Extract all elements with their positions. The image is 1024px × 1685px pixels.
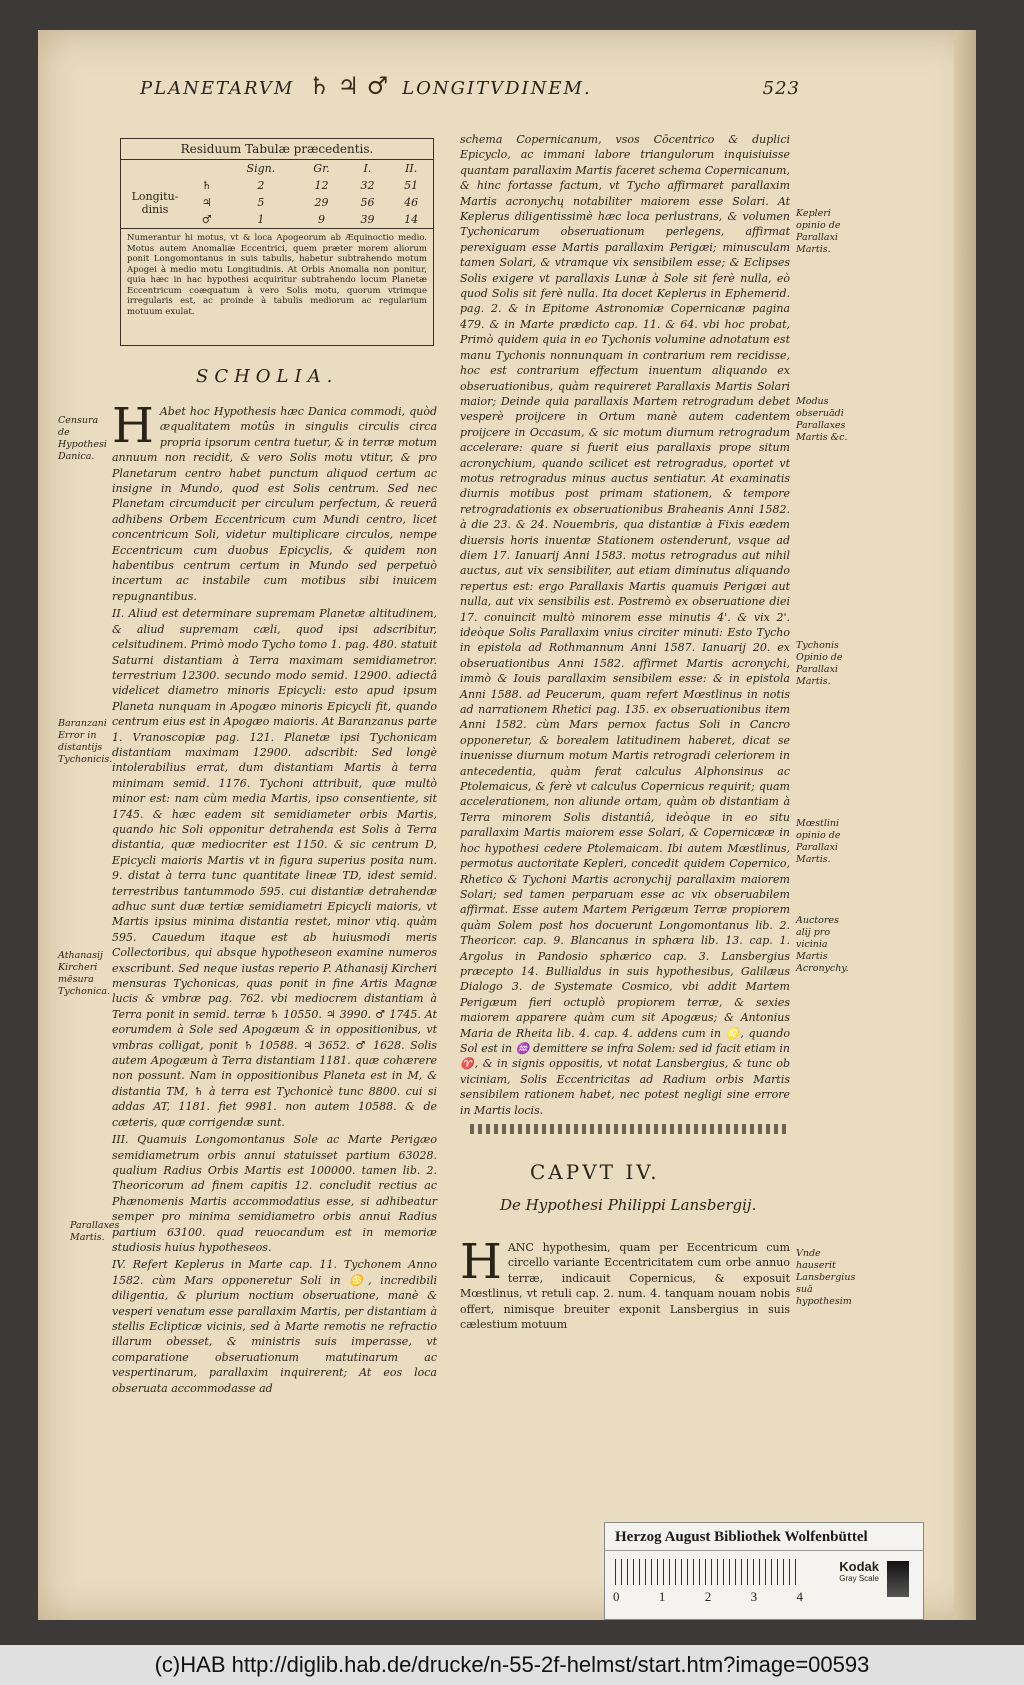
chapter-subtitle: De Hypothesi Philippi Lansbergij. <box>500 1196 757 1214</box>
scale-ruler <box>615 1559 797 1585</box>
table-cell: 39 <box>360 213 375 226</box>
archive-title: Herzog August Bibliothek Wolfenbüttel <box>605 1523 923 1551</box>
running-header <box>140 72 800 100</box>
paragraph <box>460 1234 790 1332</box>
col-header: I. <box>363 162 372 175</box>
table-cell: 12 <box>314 179 329 192</box>
table-cell: 9 <box>317 213 325 226</box>
margin-note: Kepleri opinio de Parallaxi Martis. <box>796 208 841 255</box>
gray-scale-text: Gray Scale <box>839 1574 879 1583</box>
gray-swatch <box>887 1561 909 1597</box>
margin-note: Baranzani Error in distantijs Tychonicis. <box>58 718 113 765</box>
table-cell: 5 <box>257 196 265 209</box>
ruler-tick-label: 4 <box>796 1589 803 1604</box>
residual-table <box>120 138 434 346</box>
header-left: PLANETARVM <box>140 78 295 99</box>
paragraph: II. Aliud est determinare supremam Planetæ altitudinem, & aliud supremam cæli, quod ipsi adscribitur, celsitudinem. Primò modo Tycho tomo 1. pag. 480. statuit Saturni distantiam à Terra maximam semidiametror. terrestrium 12300. secundo modo semid. 12900. adiectâ videlicet diametro minoris Epicycli: esto apud ipsum Planeta nunquam in Apogæo minoris Epicycli fit, quando centrum eius est in Apogæo maioris. At Baranzanus parte 1. Vranoscopiæ pag. 121. Planetæ ipsi Tychonicam distantiam maximam 12900. adscribit: Sed longè intolerabilius errat, dum distantiam Martis à terra minimam semid. 1176. Tychoni attribuit, quæ multò minor est: nam cùm media Martis, ipso consentiente, sit 1745. & hæc eadem sit semidiameter orbis Martis, quando hic Soli opponitur detrahenda est Solis à Terra distantia, quæ mediocriter est 1150. & sic centrum D, Epicycli maioris Martis vt in figura superius posita num. 9. distat à terra tunc quantitate lineæ TD, idest semid. terrestribus tantummodo 595. cui distantiæ detrahendæ adhuc sunt duæ tertiæ semidiametri Epicycli maioris, vt Martis ipsius minima distantia restet, minor vtiq. quàm 595. Cauedum itaque est ab huiusmodi meris Collectoribus, qui absque hypotheseon examine numeros exscribunt. Sed neque iustas reperio P. Athanasij Kircheri mensuras Tychonicas, quas ponit in fine Artis Magnæ lucis & vmbræ pag. 762. vbi mediocrem distantiam à Terra ponit in semid. terræ ♄ 10550. ♃ 3990. ♂ 1745. At eorumdem à Sole sed Apogæum & in oppositionibus, vt vmbras colligat, ponit ♄ 10588. ♃ 3652. ♂ 1628. Solis autem Apogæum à Terra distantiam 1181. quæ cohærere non possunt. Nam in oppositionibus Planeta est in M, & distantia TM, ♄ à terra est Tychonicè tunc 8800. cui si addas AT, 1181. fiet 9981. non autem 10588. & de cæteris, quæ corrigendæ sunt. <box>112 607 437 1129</box>
header-symbols: ♄ ♃ ♂ <box>308 72 389 100</box>
ornament-divider <box>470 1124 790 1134</box>
planet-symbol: ♃ <box>201 196 212 209</box>
page-edge <box>954 30 976 1620</box>
paragraph: schema Copernicanum, vsos Cōcentrico & duplici Epicyclo, ac immani labore triangulorum inquisiuisse quantam parallaxim Martis faceret schema Copernicanum, & hinc fortasse factum, vt Tycho affirmaret parallaxim Martis acronychų notabiliter maiorem esse Solari. At Keplerus diligentissimè hæc loca perlustrans, & volumen Tychonicarum obseruationum perlegens, affirmat perexiguam esse Martis parallaxim Perigæi; minusculam tamen Solari, & vtramque vix sensibilem esse; & Eclipses Solis exigere vt parallaxis Lunæ à Sole sit ferè nulla, eò quod Solis sit ferè nulla. Ita docet Keplerus in Ephemerid. pag. 2. & in Epitome Astronomiæ Copernicanæ pagina 479. & in Marte prædicto cap. 11. & 64. vbi hoc probat, Primò quidem quia in eo Tychonis volumine adnotatum est manu Tychonis nonnunquam in contrarium rem recidisse, hoc est contrarium effectum inuentum aliquando ex obseruationibus, quàm requireret Parallaxis Martis Solari maior; Deinde quia parallaxis Martem retrogradum debet vesperè proijcere in Ortum manè autem cadentem proijcere in Occasum, & sic motum diurnum retrogradum accelerare: quare si fuerit eius parallaxis prope situm acronychium, quando scilicet est retrogradus, oportet vt motus retrogradus minus auctus sentiatur. At examinatis diurnis motibus post primam stationem, & tempore retrogradationis ex obseruationibus Braheanis Anni 1582. à die 23. & 24. Nouembris, qua distantiæ à Fixis eædem diuersis horis inuentæ Stationem ostenderunt, vsque ad diem 17. Ianuarij Anni 1583. motus retrogradus aut nihil auctus, aut vix sensibiliter, aut etiam diminutus aliquando repertus est: ergo Parallaxis Martis quamuis Perigæi aut nulla, aut vix sensibilis est. Postremò ex obseruatione diei 17. conuincit multò minorem esse minutis 4'. & vix 2'. ideòque Solis Parallaxim vnius circiter minuti: Esto Tycho in epistola ad Rothmannum Anni 1587. Ianuarij 20. ex obseruationibus Anni 1582. affirmet Martis acronychi, immò & Iouis parallaxim sensibilem esse: & in epistola Anni 1588. ad Peucerum, quam refert Mœstlinus in notis ad narrationem Rhetici pag. 135. ex obseruationibus item Anni 1582. cùm Mars pernox factus Soli in Cancro opponeretur, & borealem latitudinem haberet, dicat se inuenisse diurnum motum Martis retrogradi celeriorem in antecedentia, quàm ferat calculus Alphonsinus ac Ptolemaicus, & ferè vt calculus Copernicus requirit; quam accelerationem, non aliunde ortam, quàm ob distantiam à Terra minorem Solis distantiâ, ideòque in eo situ parallaxim Martis maiorem esse Solari, & Copernicææ in hoc hypothesi cedere Ptolemaicam. Ibi autem Mœstlinus, permotus auctoritate Kepleri, concedit quidem Copernico, Rhetico & Tychoni Martis acronychij parallaxim maiorem Solari; sed tamen perparuam esse ac vix obseruabilem affirmat. Esse autem Martem Perigæum Terræ propiorem quàm Solem post hos docuerunt Longomontanus lib. 2. Theoricor. cap. 9. Blancanus in sphæra lib. 13. cap. 1. Argolus in Pandosio sphærico cap. 3. Lansbergius præcepto 14. Bullialdus in suis hypothesibus, Galilæus Dialogo 3. de Systemate Cosmico, vbi addit Martem Perigæum fieri octuplò propiorem terræ, & sexies maiorem apparere quàm cum sit Apogæus; & Antonius Maria de Rheita lib. 4. cap. 4. addens cum in ♌, quando Sol est in ♒ demittere se infra Solem: sed id facit etiam in ♈, & in signis oppositis, vt notat Lansbergius, & tunc ob viciniam, Solis Eccentricitas ad Radium orbis Martis sensibilem rationem habet, nec potest negligi sine errore in Martis locis. <box>460 133 790 1117</box>
planet-symbol: ♄ <box>201 179 212 192</box>
drop-cap: H <box>460 1234 502 1290</box>
table-cell: 32 <box>360 179 375 192</box>
scholia-heading: SCHOLIA. <box>196 366 339 387</box>
chapter-text <box>460 1234 790 1334</box>
kodak-logo <box>839 1559 879 1583</box>
col-header: II. <box>405 162 418 175</box>
right-column <box>460 132 790 1120</box>
margin-note: Vnde hauserit Lansbergius suā hypothesim <box>796 1248 856 1307</box>
header-right: LONGITVDINEM. <box>402 78 592 99</box>
planet-symbol: ♂ <box>201 213 212 226</box>
ruler-tick-label: 2 <box>704 1589 712 1604</box>
table-cell: 56 <box>360 196 375 209</box>
archive-label <box>604 1522 924 1620</box>
margin-note: Auctores alij pro vicinia Martis Acronychy. <box>796 915 849 974</box>
paragraph: IV. Refert Keplerus in Marte cap. 11. Tychonem Anno 1582. cùm Mars opponeretur Soli in ♋, incredibili diligentia, & plurium noctium obseruatione, manè & vesperi venatum esse parallaxim Martis, per distantiam à stellis Eclipticæ vicinis, sed à Marte remotis ne refractio illarum obesset, & ministris suis imperasse, vt comparatione obseruationum matutinarum ac vespertinarum, parallaxim inquirerent; At eos loca obseruata accommodasse ad <box>112 1258 437 1395</box>
table-cell: 14 <box>404 213 419 226</box>
page-number: 523 <box>762 78 800 99</box>
margin-note: Parallaxes Martis. <box>70 1220 120 1243</box>
table-cell: 2 <box>257 179 265 192</box>
table-cell: 1 <box>257 213 265 226</box>
ruler-tick-label: 3 <box>750 1589 758 1604</box>
drop-cap: H <box>112 398 154 454</box>
kodak-text: Kodak <box>839 1559 879 1574</box>
table-title: Residuum Tabulæ præcedentis. <box>121 139 433 160</box>
table-note: Numerantur hi motus, vt & loca Apogeorum ab Æquinoctio medio. Motus autem Anomaliæ Eccentrici, quem præter morem aliorum ponit Longomontanus in suis tabulis, habetur subtrahendo motum Apogei à medio motu Longitudinis. At Orbis Anomalia non ponitur, quia hæc in hac hypothesi acquiritur subtrahendo locum Planetæ Eccentricum coæquatum à vero Solis motu, quorum vtrimque irregularis est, ac proinde à tabulis mediorum ac regularium motuum exulat. <box>121 228 433 321</box>
ruler-numbers <box>613 1589 803 1605</box>
paragraph-text: ANC hypothesim, quam per Eccentricum cum circello variante Eccentricitatem cum orbe annuo terræ, indicauit Copernicus, & exposuit Mœstlinus, vt retuli cap. 2. num. 4. tanquam nouam nobis offert, nimisque breuiter exponit Lansbergius in suis cælestium motuum <box>460 1241 790 1332</box>
chapter-title: CAPVT IV. <box>530 1160 660 1184</box>
margin-note: Athanasij Kircheri mēsura Tychonica. <box>58 950 111 997</box>
ruler-tick-label: 1 <box>658 1589 666 1604</box>
col-header: Gr. <box>313 162 330 175</box>
paragraph-text: Abet hoc Hypothesis hæc Danica commodi, quòd æqualitatem motûs in singulis circulis circa propria ipsorum centra tuetur, & in terræ motum annuum non recidit, & vero Solis motu vtitur, & pro Planetarum centro habet punctum aliquod certum ac insigne in Mundo, quod est Solis centrum. Sed nec Planetam circumducit per circulum perfectum, & reuerâ adhibens Orbem Eccentricum cum Mundi centro, licet concentricum Soli, videtur multiplicare circulos, nempe Eccentricum cum duobus Epicyclis, & quidem non habentibus centrum certum in Mundo sed perpetuò incertum ac instabile cum motibus sibi inuicem repugnantibus. <box>112 405 437 603</box>
row-label: Longitu- dinis <box>131 189 179 216</box>
margin-note: Censura de Hypothesi Danica. <box>58 415 107 462</box>
table-cell: 46 <box>404 196 419 209</box>
table-row <box>121 177 433 194</box>
col-header: Sign. <box>246 162 276 175</box>
image-caption: (c)HAB http://diglib.hab.de/drucke/n-55-2f-helmst/start.htm?image=00593 <box>0 1645 1024 1685</box>
ruler-tick-label: 0 <box>613 1589 620 1604</box>
table-cell: 51 <box>404 179 419 192</box>
table-header-row <box>121 160 433 177</box>
margin-note: Mœstlini opinio de Parallaxi Martis. <box>796 818 841 865</box>
left-column <box>112 398 437 1398</box>
paragraph <box>112 398 437 604</box>
table-grid <box>121 160 433 228</box>
margin-note: Modus obseruādi Parallaxes Martis &c. <box>796 396 848 443</box>
paragraph: III. Quamuis Longomontanus Sole ac Marte Perigæo semidiametrum orbis annui statuisset partium 63028. qualium Radius Orbis Martis est 100000. tamen lib. 2. Theoricorum ad finem capitis 12. concludit rectius ac Phænomenis Martis accommodatius esse, si adhibeatur semper pro minima semidiametro orbis annui Radius partium 63100. quad reuocandum est in memoriæ studiosis huius hypotheseos. <box>112 1133 437 1254</box>
table-cell: 29 <box>314 196 329 209</box>
margin-note: Tychonis Opinio de Parallaxi Martis. <box>796 640 843 687</box>
